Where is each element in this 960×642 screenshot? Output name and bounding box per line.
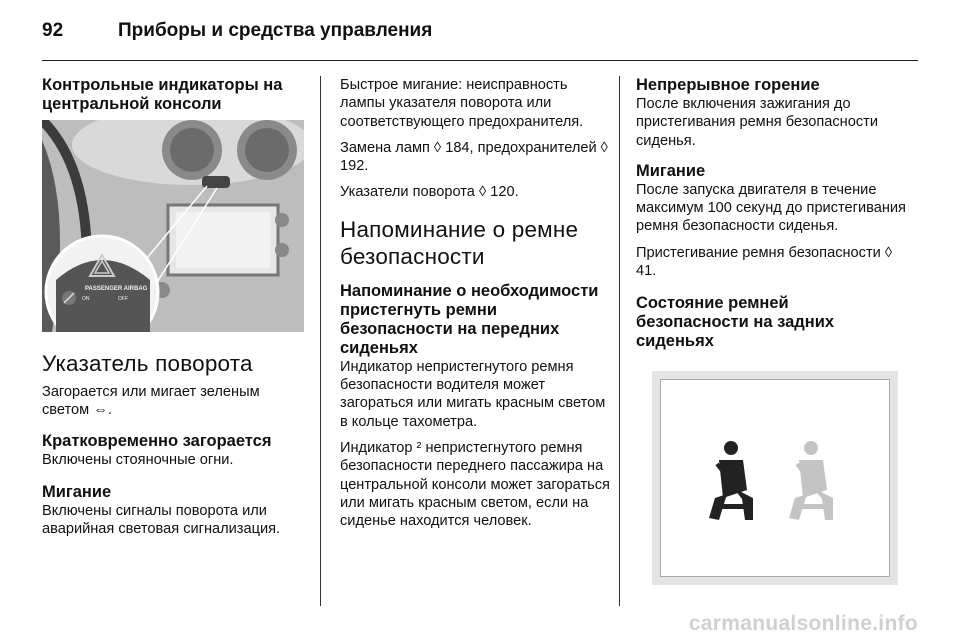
turn-indicators-ref: Указатели поворота ◊ 120.	[340, 184, 519, 201]
figure-airbag-label: PASSENGER AIRBAG	[85, 286, 148, 292]
column-divider-2	[619, 76, 620, 606]
page-header	[42, 20, 918, 42]
rear-belt-panel	[660, 379, 890, 577]
rear-belt-illustration	[661, 380, 889, 576]
figure-off-label: OFF	[118, 296, 128, 302]
steady-light-text: После включения зажигания до пристегивания ремня безопасности сиденья.	[636, 96, 878, 149]
column-1	[42, 76, 304, 538]
watermark: carmanualsonline.info	[688, 612, 918, 635]
flashing-text: Включены сигналы поворота или аварийная световая сигнализация.	[42, 502, 281, 538]
figure-on-label: ON	[82, 296, 90, 302]
column-2	[340, 76, 610, 530]
replacement-text: Замена ламп ◊ 184, предохранителей ◊ 192.	[340, 139, 608, 175]
header-divider	[42, 60, 918, 61]
turn-signal-heading: Указатель поворота	[42, 351, 253, 376]
passenger-indicator-text: Индикатор ² непристегнутого ремня безопасности переднего пассажира на центральной консоли может загораться или мигать красным светом, если на сиденье находится человек.	[340, 439, 610, 530]
turn-signal-text: Загорается или мигает зеленым светом ⇔.	[42, 384, 260, 419]
briefly-lit-heading: Кратковременно загорается	[42, 431, 272, 450]
driver-indicator-text: Индикатор непристегнутого ремня безопасности водителя может загораться или мигать красным светом в кольце тахометра.	[340, 358, 606, 430]
steady-light-heading: Непрерывное горение	[636, 76, 820, 94]
seatbelt-fastened-icon	[709, 441, 753, 520]
console-figure	[42, 120, 304, 332]
seatbelt-reminder-heading: Напоминание о ремне безопасности	[340, 216, 579, 269]
briefly-lit-text: Включены стояночные огни.	[42, 451, 234, 468]
flashing-heading-2: Мигание	[636, 161, 706, 180]
rear-seat-status-heading: Состояние ремней безопасности на задних сиденьях	[636, 294, 835, 351]
fast-flash-text: Быстрое мигание: неисправность лампы указателя поворота или соответствующего предохранителя.	[340, 77, 584, 130]
page-title: Приборы и средства управления	[118, 20, 433, 41]
front-seat-reminder-subheading: Напоминание о необходимости пристегнуть ремни безопасности на передних сиденьях	[340, 281, 599, 357]
column-divider-1	[320, 76, 321, 606]
flashing-text-2: После запуска двигателя в течение максимум 100 секунд до пристегивания ремня безопасности сиденья.	[636, 181, 906, 235]
section-heading-console-indicators: Контрольные индикаторы на центральной консоли	[42, 76, 283, 113]
seatbelt-unfastened-icon	[789, 441, 833, 520]
page-number: 92	[42, 20, 64, 41]
column-3	[636, 76, 906, 585]
fasten-belt-text: Пристегивание ремня безопасности ◊ 41.	[636, 244, 893, 280]
rear-belt-figure	[652, 371, 898, 585]
flashing-heading: Мигание	[42, 482, 112, 501]
